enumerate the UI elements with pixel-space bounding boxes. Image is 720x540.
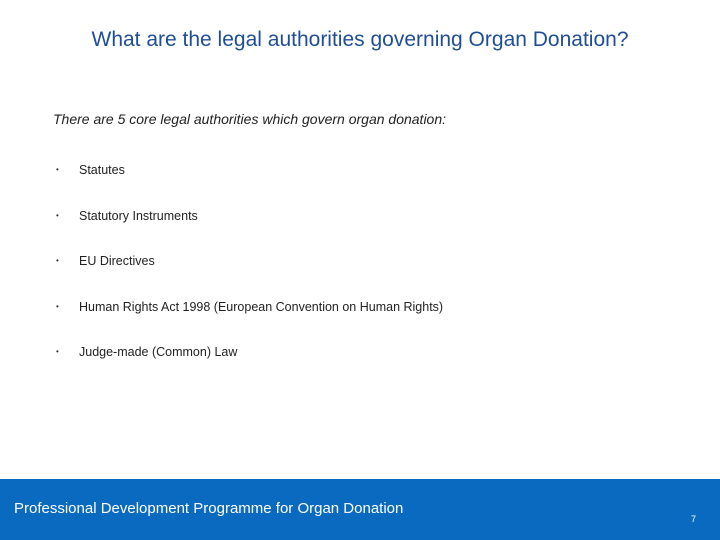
footer-bar [0,479,720,540]
bullet-list [56,158,443,386]
page-number: 7 [690,514,696,524]
bullet-text: Judge-made (Common) Law [79,345,238,360]
list-item [56,340,443,386]
bullet-text: Human Rights Act 1998 (European Convention on Human Rights) [79,299,444,314]
bullet-icon: • [56,165,59,174]
footer-title: Professional Development Programme for Organ Donation [14,500,404,517]
bullet-icon: • [56,256,59,266]
bullet-icon: • [56,301,59,311]
bullet-icon: • [56,210,59,220]
bullet-icon: • [56,347,59,357]
list-item [56,249,443,295]
intro-text: There are 5 core legal authorities which govern organ donation: [53,111,447,127]
list-item [56,204,443,250]
slide-title: What are the legal authorities governing Organ Donation? [91,28,629,51]
bullet-text: Statutory Instruments [79,208,198,223]
bullet-text: EU Directives [79,254,155,269]
list-item [56,295,443,341]
list-item [56,158,443,204]
bullet-text: Statutes [79,163,125,177]
